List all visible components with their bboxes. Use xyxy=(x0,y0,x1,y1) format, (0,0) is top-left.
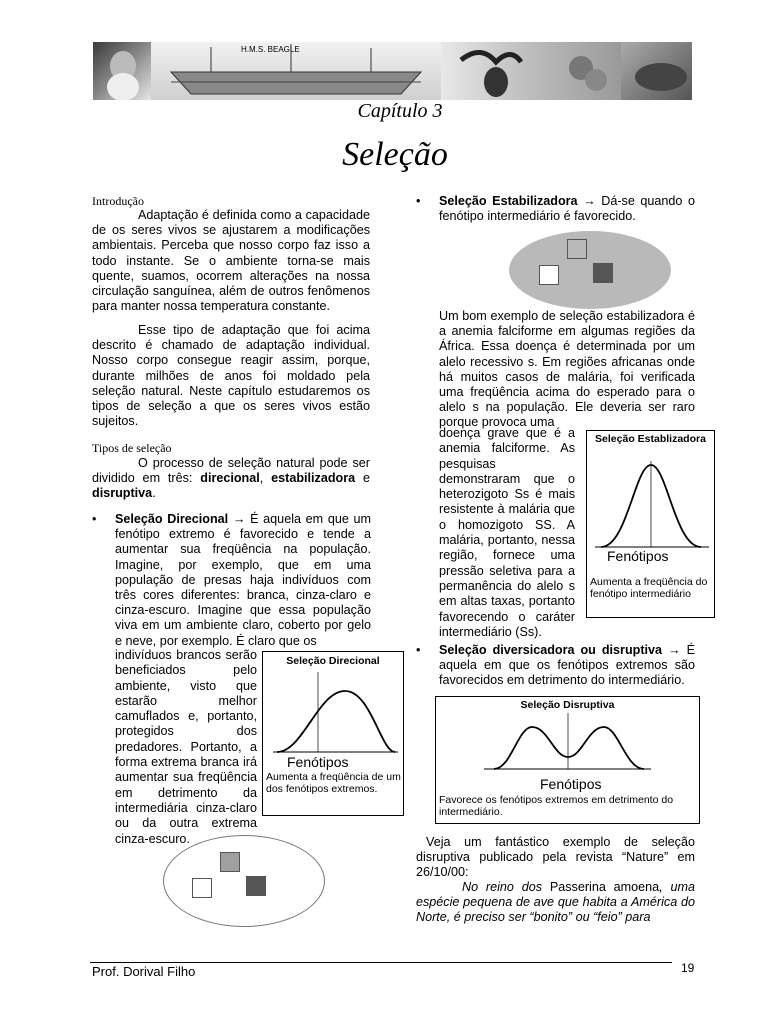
direcional-curve xyxy=(263,666,403,766)
direcional-graph-box xyxy=(262,651,404,816)
estab-paragraph: Seleção Estabilizadora → Dá-se quando o fenótipo intermediário é favorecido. xyxy=(439,194,695,224)
direcional-bullet: • xyxy=(92,512,97,526)
estab-example-paragraph: Um bom exemplo de seleção estabilizadora é a anemia falciforme em algumas regiões da África. Essa doença é determinada por um alelo recessivo s. Em regiões africanas onde há muitos casos de malária, foi verificada uma freqüência acima do esperado para o alelo s na população. Ele deveria ser raro porque provoca uma xyxy=(439,309,695,430)
direcional-paragraph: Seleção Direcional → É aquela em que um fenótipo extremo é favorecido e tende a aumentar sua freqüência na população. Imagine, por exemplo, que em uma população de presas haja indivíduos com três cores diferentes: branca, cinza-claro e cinza-escuro. Imagine que essa população viva em um ambiente claro, coberto por gelo e neve, por exemplo. É claro que os xyxy=(115,512,372,648)
disruptiva-axis-label: Fenótipos xyxy=(540,776,602,792)
footer-author: Prof. Dorival Filho xyxy=(92,964,196,979)
direcional-continued: indivíduos brancos serão beneficiados pelo ambiente, visto que estarão melhor camuflados e, portanto, protegidos dos predadores. Portanto, a forma extrema branca irá aumentar sua freqüência em detrimento da intermediária cinza-claro ou da outra extrema cinza-escuro. xyxy=(115,648,257,846)
veja-paragraph: Veja um fantástico exemplo de seleção disruptiva publicado pela revista “Nature” em 26/10/00: xyxy=(416,835,695,880)
page-number: 19 xyxy=(681,961,695,975)
disr-bullet: • xyxy=(416,643,421,657)
tipos-heading: Tipos de seleção xyxy=(92,441,172,455)
direcional-population-oval xyxy=(163,835,325,927)
estabilizadora-curve xyxy=(587,459,714,559)
white-square xyxy=(539,265,559,285)
footer-rule xyxy=(90,962,672,963)
intro-paragraph-1: Adaptação é definida como a capacidade de os seres vivos se ajustarem a modificações ambientais. Perceba que nosso corpo faz isso a todo instante. Se o ambiente torna-se mais quente, suamos, ocorrem alterações na nossa circulação sanguínea, além de outros fenômenos para manter nossa temperatura constante. xyxy=(92,208,370,314)
estabilizadora-axis-label: Fenótipos xyxy=(607,548,669,564)
header-banner xyxy=(93,42,692,100)
estab-bullet: • xyxy=(416,194,421,208)
chapter-label: Capítulo 3 xyxy=(357,100,443,122)
disruptiva-curve xyxy=(436,709,699,779)
direcional-axis-label: Fenótipos xyxy=(287,754,349,770)
dark-gray-square xyxy=(246,876,266,896)
disruptiva-graph-box xyxy=(435,696,700,824)
estabilizadora-graph-box xyxy=(586,430,715,618)
tortoise-image xyxy=(621,42,692,100)
direcional-caption: Aumenta a freqüência de um dos fenótipos extremos. xyxy=(266,771,401,795)
white-square xyxy=(192,878,212,898)
darwin-portrait-image xyxy=(93,42,151,100)
disruptiva-graph-title: Seleção Disruptiva xyxy=(520,699,615,711)
direcional-graph-title: Seleção Direcional xyxy=(286,655,380,667)
page-title: Seleção xyxy=(342,136,448,173)
gray-light-square xyxy=(220,852,240,872)
banner-label: H.M.S. BEAGLE xyxy=(241,45,300,54)
beagle-ship-image xyxy=(151,42,441,100)
gray-light-square xyxy=(567,239,587,259)
disruptiva-caption: Favorece os fenótipos extremos em detrimento do intermediário. xyxy=(439,794,674,818)
estab-population-oval xyxy=(509,231,671,309)
estabilizadora-caption: Aumenta a freqüência do fenótipo intermediário xyxy=(590,576,708,600)
estabilizadora-graph-title: Seleção Establizadora xyxy=(595,433,706,445)
quote-paragraph: No reino dos Passerina amoena, uma espécie pequena de ave que habita a América do Norte, é preciso ser “bonito” ou “feio” para xyxy=(416,880,695,925)
intro-heading: Introdução xyxy=(92,194,144,208)
dark-gray-square xyxy=(593,263,613,283)
estab-example-continued: doença grave que é a anemia falciforme. As pesquisas demonstraram que o heterozigoto Ss é mais resistente à malária que o homozigoto SS. A malária, portanto, nessa região, fornece uma pressão seletiva para a permanência do alelo s em altas taxas, portanto favorecendo o caráter intermediário (Ss). xyxy=(439,426,575,639)
elk-image xyxy=(441,42,621,100)
tipos-paragraph: O processo de seleção natural pode ser dividido em três: direcional, estabilizadora e disruptiva. xyxy=(92,456,370,501)
intro-paragraph-2: Esse tipo de adaptação que foi acima descrito é chamado de adaptação individual. Nosso corpo consegue reagir assim, porque, durante milhões de anos foi moldado pela seleção natural. Neste capítulo estudaremos os tipos de seleção a que os seres vivos estão sujeitos. xyxy=(92,323,370,429)
disr-paragraph: Seleção diversicadora ou disruptiva → É aquela em que os fenótipos extremos são favorecidos em detrimento do intermediário. xyxy=(439,643,695,688)
